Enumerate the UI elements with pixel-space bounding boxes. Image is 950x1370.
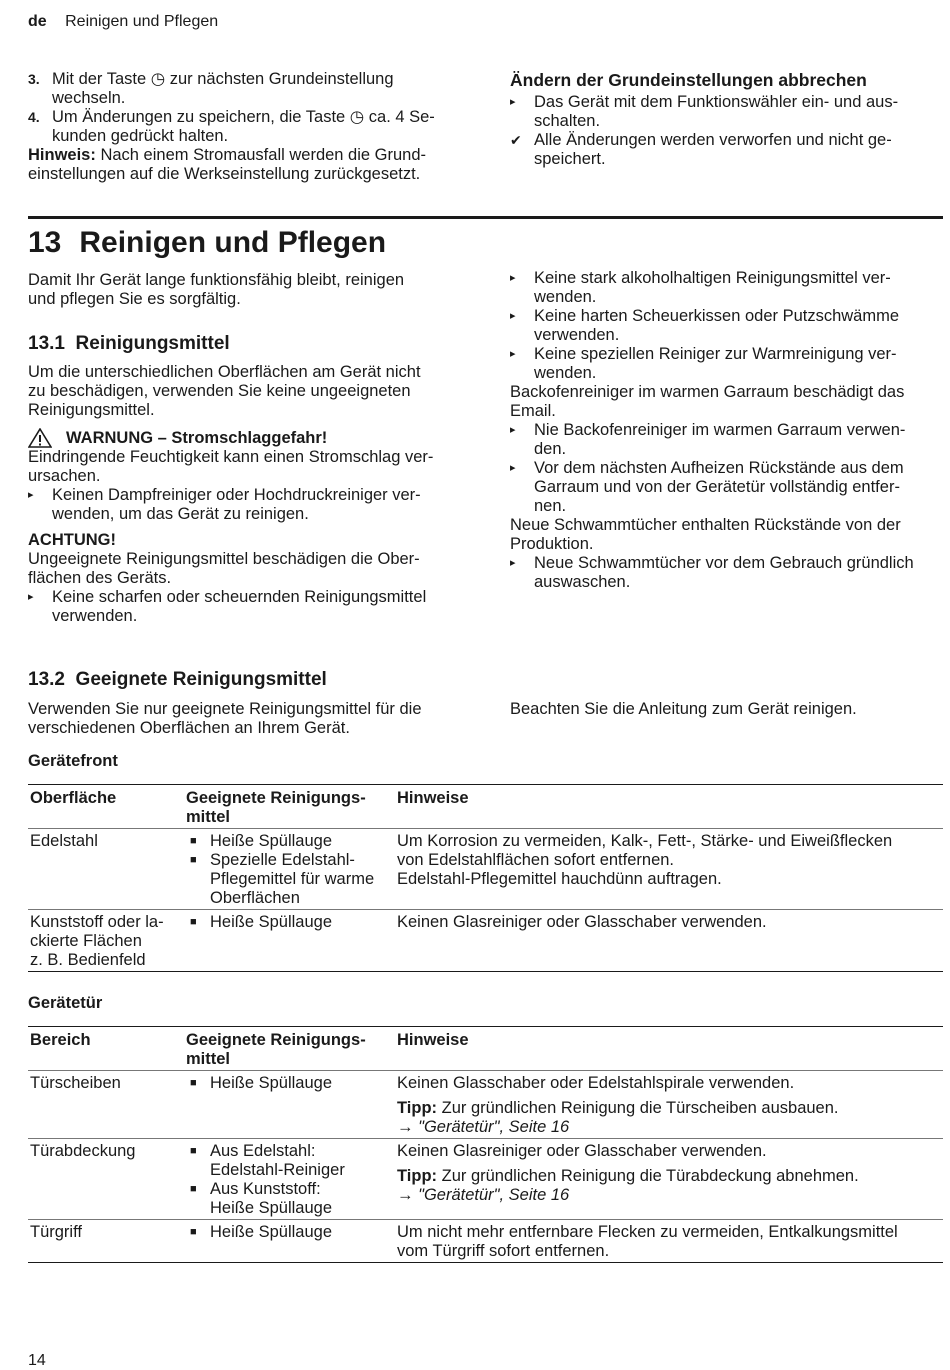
result-step [510,131,945,169]
table-cell: Türabdeckung [30,1142,136,1160]
right-column [510,269,945,592]
table-row [28,1071,943,1139]
square-bullet-icon: ■ [190,1183,197,1195]
steps-block [28,70,473,184]
table-geraetetuer [28,1026,943,1263]
warning-heading [28,428,473,448]
column-header-text: Geeignete Reinigungs- [186,1031,366,1049]
bullet-text: Garraum und von der Gerätetür vollständig entfer- [534,478,900,496]
chapter-heading [28,224,386,262]
triangle-right-icon: ▸ [510,557,516,569]
table-cell [397,1074,943,1137]
hint-text: Nach einem Stromausfall werden die Grund- [95,146,427,164]
step-text: verwenden. [52,607,138,625]
result-text: speichert. [534,150,606,168]
cell-text: Heiße Spüllauge [210,832,332,850]
section-number: 13.1 [28,333,65,354]
checkmark-icon: ✔ [510,132,522,148]
triangle-right-icon: ▸ [510,96,516,108]
bullet-text: Neue Schwammtücher vor dem Gebrauch gründlich [534,554,914,572]
cell-text: Heiße Spüllauge [210,1199,332,1217]
table-cell [397,832,943,908]
column-header: Hinweise [397,789,469,807]
body-text: Neue Schwammtücher enthalten Rückstände von der [510,516,901,534]
warning-text: Eindringende Feuchtigkeit kann einen Stromschlag ver- [28,448,434,466]
cell-text: Keinen Glasreiniger oder Glasschaber verwenden. [397,1142,767,1160]
square-bullet-icon: ■ [190,916,197,928]
table-cell: Edelstahl [30,832,98,850]
triangle-right-icon: ▸ [28,489,34,501]
column-header-text: mittel [186,1050,231,1068]
notice-text: flächen des Geräts. [28,569,172,587]
list-item [186,851,397,908]
table-row [28,1220,943,1263]
section-heading-13-2 [28,669,327,691]
warning-triangle-icon [28,428,52,448]
cell-text: z. B. Bedienfeld [30,951,146,969]
bullet-item [510,345,945,383]
step-text: Keinen Dampfreiniger oder Hochdruckreiniger ver- [52,486,421,504]
tip-body: Zur gründlichen Reinigung die Türabdeckung abnehmen. [437,1167,859,1185]
warning-step [28,486,473,524]
hint-text-cont: einstellungen auf die Werkseinstellung zurückgesetzt. [28,165,421,183]
tip-text [397,1099,943,1118]
cell-text: Heiße Spüllauge [210,1074,332,1092]
column-header [186,789,397,827]
warning-title: WARNUNG – Stromschlaggefahr! [66,428,328,447]
step-text: schalten. [534,112,601,130]
action-step [510,93,945,131]
body-text: Reinigungsmittel. [28,401,155,419]
bullet-text: verwenden. [534,326,620,344]
body-text: Beachten Sie die Anleitung zum Gerät reinigen. [510,700,857,718]
section-heading: Ändern der Grundeinstellungen abbrechen [510,70,867,90]
section-title: Geeignete Reinigungsmittel [75,669,327,690]
cell-text: von Edelstahlflächen sofort entfernen. [397,851,675,869]
bullet-item [510,421,945,459]
cell-text: Oberflächen [210,889,300,907]
bullet-text: den. [534,440,567,458]
triangle-right-icon: ▸ [510,462,516,474]
bullet-text: wenden. [534,364,597,382]
table-cell: Türgriff [30,1223,82,1241]
bullet-text: Keine harten Scheuerkissen oder Putzschwämme [534,307,900,325]
table-cell [28,913,186,970]
intro-text: und pflegen Sie es sorgfältig. [28,290,241,308]
language-code: de [28,13,47,30]
table-cell [397,1223,943,1261]
square-bullet-icon: ■ [190,1077,197,1089]
column-header: Bereich [30,1031,91,1049]
square-bullet-icon: ■ [190,854,197,866]
cross-reference-link[interactable]: → "Gerätetür", Seite 16 [397,1118,570,1136]
warning-text: ursachen. [28,467,101,485]
table-header-row [28,785,943,829]
step-text: Das Gerät mit dem Funktionswähler ein- und aus- [534,93,899,111]
body-text: zu beschädigen, verwenden Sie keine ungeeigneten [28,382,411,400]
column-header [186,1031,397,1069]
body-text: Um die unterschiedlichen Oberflächen am Gerät nicht [28,363,421,381]
left-column [28,271,473,626]
table-cell: Keinen Glasreiniger oder Glasschaber verwenden. [397,913,767,931]
table-cell [186,913,397,970]
chapter-title: Reinigen und Pflegen [79,226,387,259]
chapter-divider [28,216,943,219]
hint-label: Hinweis: [28,146,96,164]
table-header-row [28,1027,943,1071]
triangle-right-icon: ▸ [510,348,516,360]
section-13-2-intro [28,700,473,738]
step-text: kunden gedrückt halten. [52,127,229,145]
table-cell [186,1223,397,1261]
column-header-text: Geeignete Reinigungs- [186,789,366,807]
result-text: Alle Änderungen werden verworfen und nicht ge- [534,131,892,149]
table-geraetefront [28,784,943,972]
table-row [28,829,943,910]
table-cell [186,1074,397,1137]
step-text: wenden, um das Gerät zu reinigen. [52,505,309,523]
table-cell [186,1142,397,1218]
tip-body: Zur gründlichen Reinigung die Türscheiben ausbauen. [437,1099,839,1117]
header-title: Reinigen und Pflegen [65,13,219,30]
page-number: 14 [28,1352,46,1369]
cell-text: Aus Edelstahl: [210,1142,316,1160]
section-title: Reinigungsmittel [75,333,230,354]
cell-text: Kunststoff oder la- [30,913,164,931]
cell-text: vom Türgriff sofort entfernen. [397,1242,610,1260]
cell-text: Edelstahl-Pflegemittel hauchdünn auftragen. [397,870,722,888]
bullet-text: wenden. [534,288,597,306]
cell-text: Pflegemittel für warme [210,870,375,888]
body-text: Backofenreiniger im warmen Garraum beschädigt das [510,383,905,401]
cell-text: Um Korrosion zu vermeiden, Kalk-, Fett-, Stärke- und Eiweißflecken [397,832,893,850]
tip-text [397,1167,943,1186]
square-bullet-icon: ■ [190,835,197,847]
step-text: Mit der Taste ◷ zur nächsten Grundeinstellung [52,70,394,88]
chapter-number: 13 [28,226,62,259]
cell-text: Heiße Spüllauge [210,913,332,931]
section-heading-13-1 [28,333,473,355]
notice-text: Ungeeignete Reinigungsmittel beschädigen die Ober- [28,550,420,568]
table-title: Gerätetür [28,994,103,1012]
column-header-text: mittel [186,808,231,826]
body-text: Verwenden Sie nur geeignete Reinigungsmittel für die [28,700,422,718]
list-item [186,1223,397,1242]
cancel-settings-block [510,70,945,169]
step-3 [28,70,473,108]
bullet-text: nen. [534,497,567,515]
table-cell: Türscheiben [30,1074,121,1092]
step-text: Keine scharfen oder scheuernden Reinigungsmittel [52,588,427,606]
notice-title: ACHTUNG! [28,531,116,549]
cell-text: Edelstahl-Reiniger [210,1161,345,1179]
hint-note [28,146,473,165]
table-title: Gerätefront [28,752,118,770]
bullet-text: Keine stark alkoholhaltigen Reinigungsmittel ver- [534,269,891,287]
cell-text: Spezielle Edelstahl- [210,851,355,869]
cell-text: Heiße Spüllauge [210,1223,332,1241]
bullet-item [510,269,945,307]
step-text: wechseln. [52,89,126,107]
notice-step [28,588,473,626]
bullet-item [510,459,945,516]
section-number: 13.2 [28,669,65,690]
list-item [186,832,397,851]
body-text: Email. [510,402,556,420]
page-header [28,12,218,31]
list-item [186,1074,397,1093]
cell-text: Keinen Glasschaber oder Edelstahlspirale verwenden. [397,1074,795,1092]
table-row [28,910,943,972]
cell-text: Aus Kunststoff: [210,1180,321,1198]
table-row [28,1139,943,1220]
tip-label: Tipp: [397,1167,438,1185]
triangle-right-icon: ▸ [510,310,516,322]
step-number: 4. [28,109,40,125]
cross-reference-link[interactable]: → "Gerätetür", Seite 16 [397,1186,570,1204]
intro-text: Damit Ihr Gerät lange funktionsfähig bleibt, reinigen [28,271,405,289]
step-4 [28,108,473,146]
triangle-right-icon: ▸ [28,591,34,603]
bullet-text: Vor dem nächsten Aufheizen Rückstände aus dem [534,459,904,477]
body-text: verschiedenen Oberflächen an Ihrem Gerät. [28,719,350,737]
tip-label: Tipp: [397,1099,438,1117]
column-header: Oberfläche [30,789,117,807]
list-item [186,1180,397,1218]
square-bullet-icon: ■ [190,1226,197,1238]
bullet-text: auswaschen. [534,573,631,591]
cell-text: ckierte Flächen [30,932,142,950]
bullet-item [510,307,945,345]
bullet-text: Nie Backofenreiniger im warmen Garraum verwen- [534,421,906,439]
table-cell [186,832,397,908]
triangle-right-icon: ▸ [510,424,516,436]
bullet-item [510,554,945,592]
square-bullet-icon: ■ [190,1145,197,1157]
list-item [186,913,397,932]
list-item [186,1142,397,1180]
step-number: 3. [28,71,40,87]
table-cell [397,1142,943,1218]
cell-text: Um nicht mehr entfernbare Flecken zu vermeiden, Entkalkungsmittel [397,1223,898,1241]
bullet-text: Keine speziellen Reiniger zur Warmreinigung ver- [534,345,897,363]
column-header: Hinweise [397,1031,469,1049]
body-text: Produktion. [510,535,594,553]
triangle-right-icon: ▸ [510,272,516,284]
step-text: Um Änderungen zu speichern, die Taste ◷ ca. 4 Se- [52,108,435,126]
